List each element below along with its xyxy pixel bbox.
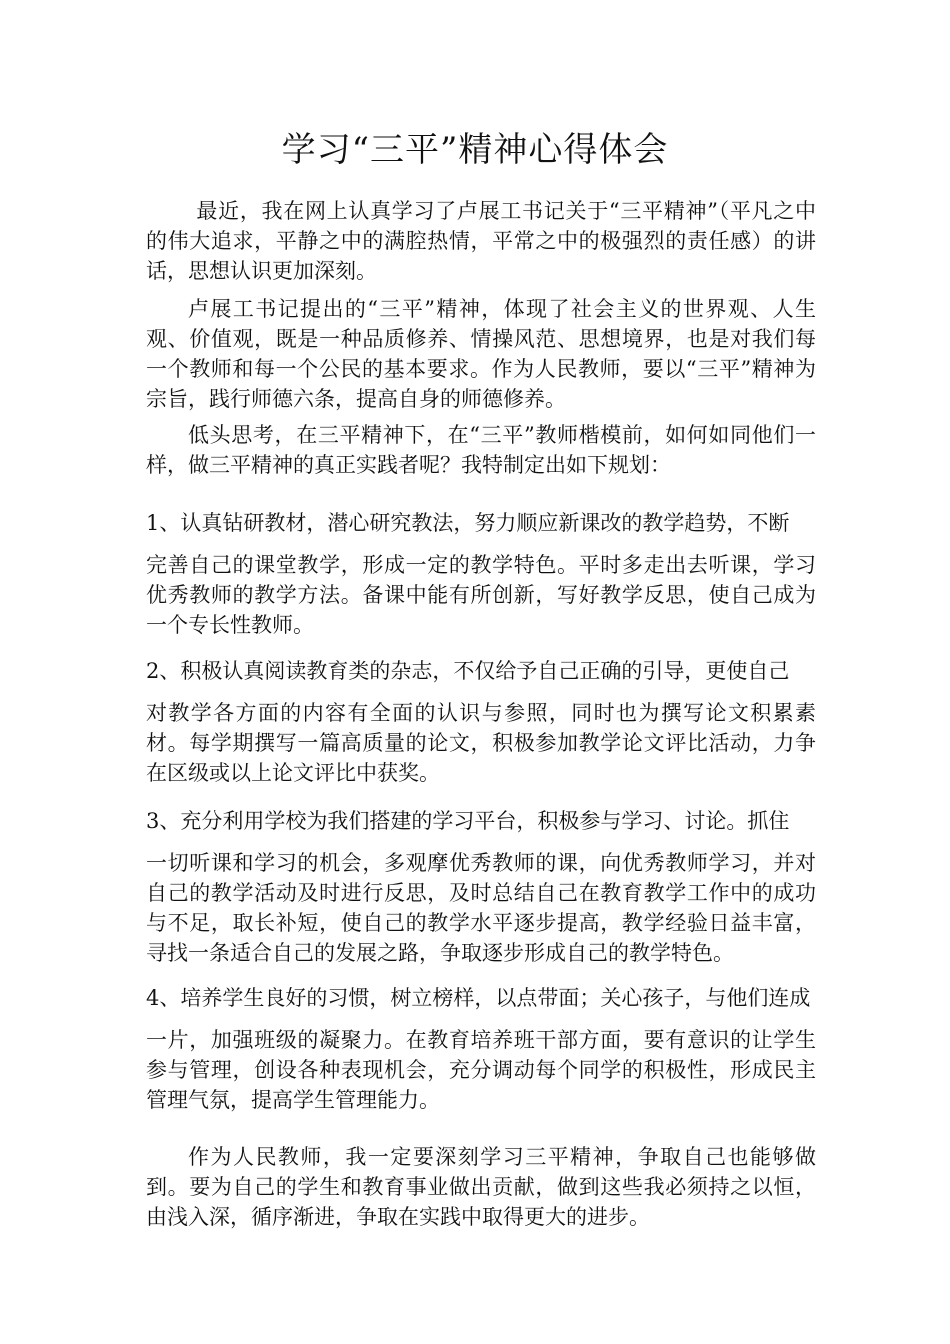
plan-item-3	[146, 806, 816, 968]
paragraph-text: 卢展工书记提出的“三平”精神，体现了社会主义的世界观、人生观、价值观，既是一种品质修养、情操风范、思想境界，也是对我们每一个教师和每一个公民的基本要求。作为人民教师，要以“三平”精神为宗旨，践行师德六条，提高自身的师德修养。	[146, 297, 816, 411]
paragraph-text: 最近，我在网上认真学习了卢展工书记关于“三平精神”（平凡之中的伟大追求，平静之中的满腔热情，平常之中的极强烈的责任感）的讲话，思想认识更加深刻。	[146, 199, 816, 283]
plan-item-4	[146, 983, 816, 1115]
paragraph-spirit	[146, 294, 816, 414]
plan-item-1	[146, 508, 816, 640]
plan-item-lead: 1、认真钻研教材，潜心研究教法，努力顺应新课改的教学趋势，不断	[146, 511, 790, 535]
document-title: 学习“三平”精神心得体会	[281, 130, 669, 170]
plan-item-body: 一切听课和学习的机会，多观摩优秀教师的课，向优秀教师学习，并对自己的教学活动及时进行反思，及时总结自己在教育教学工作中的成功与不足，取长补短，使自己的教学水平逐步提高，教学经验日益丰富，寻找一条适合自己的发展之路，争取逐步形成自己的教学特色。	[146, 851, 816, 965]
plan-item-2	[146, 656, 816, 788]
paragraph-intro	[146, 196, 816, 286]
paragraph-plan-intro	[146, 420, 816, 480]
plan-item-lead: 4、培养学生良好的习惯，树立榜样，以点带面；关心孩子，与他们连成	[146, 986, 811, 1010]
plan-item-lead: 3、充分利用学校为我们搭建的学习平台，积极参与学习、讨论。抓住	[146, 809, 790, 833]
plan-item-body: 一片，加强班级的凝聚力。在教育培养班干部方面，要有意识的让学生参与管理，创设各种表现机会，充分调动每个同学的积极性，形成民主管理气氛，提高学生管理能力。	[146, 1028, 816, 1112]
paragraph-text: 低头思考，在三平精神下，在“三平”教师楷模前，如何如同他们一样，做三平精神的真正实践者呢？我特制定出如下规划：	[146, 423, 816, 477]
plan-item-body: 完善自己的课堂教学，形成一定的教学特色。平时多走出去听课，学习优秀教师的教学方法。备课中能有所创新，写好教学反思，使自己成为一个专长性教师。	[146, 553, 816, 637]
plan-item-lead: 2、积极认真阅读教育类的杂志，不仅给予自己正确的引导，更使自己	[146, 659, 790, 683]
paragraph-text: 作为人民教师，我一定要深刻学习三平精神，争取自己也能够做到。要为自己的学生和教育事业做出贡献，做到这些我必须持之以恒，由浅入深，循序渐进，争取在实践中取得更大的进步。	[146, 1145, 816, 1229]
plan-item-body: 对教学各方面的内容有全面的认识与参照，同时也为撰写论文积累素材。每学期撰写一篇高质量的论文，积极参加教学论文评比活动，力争在区级或以上论文评比中获奖。	[146, 701, 816, 785]
paragraph-closing	[146, 1142, 816, 1232]
